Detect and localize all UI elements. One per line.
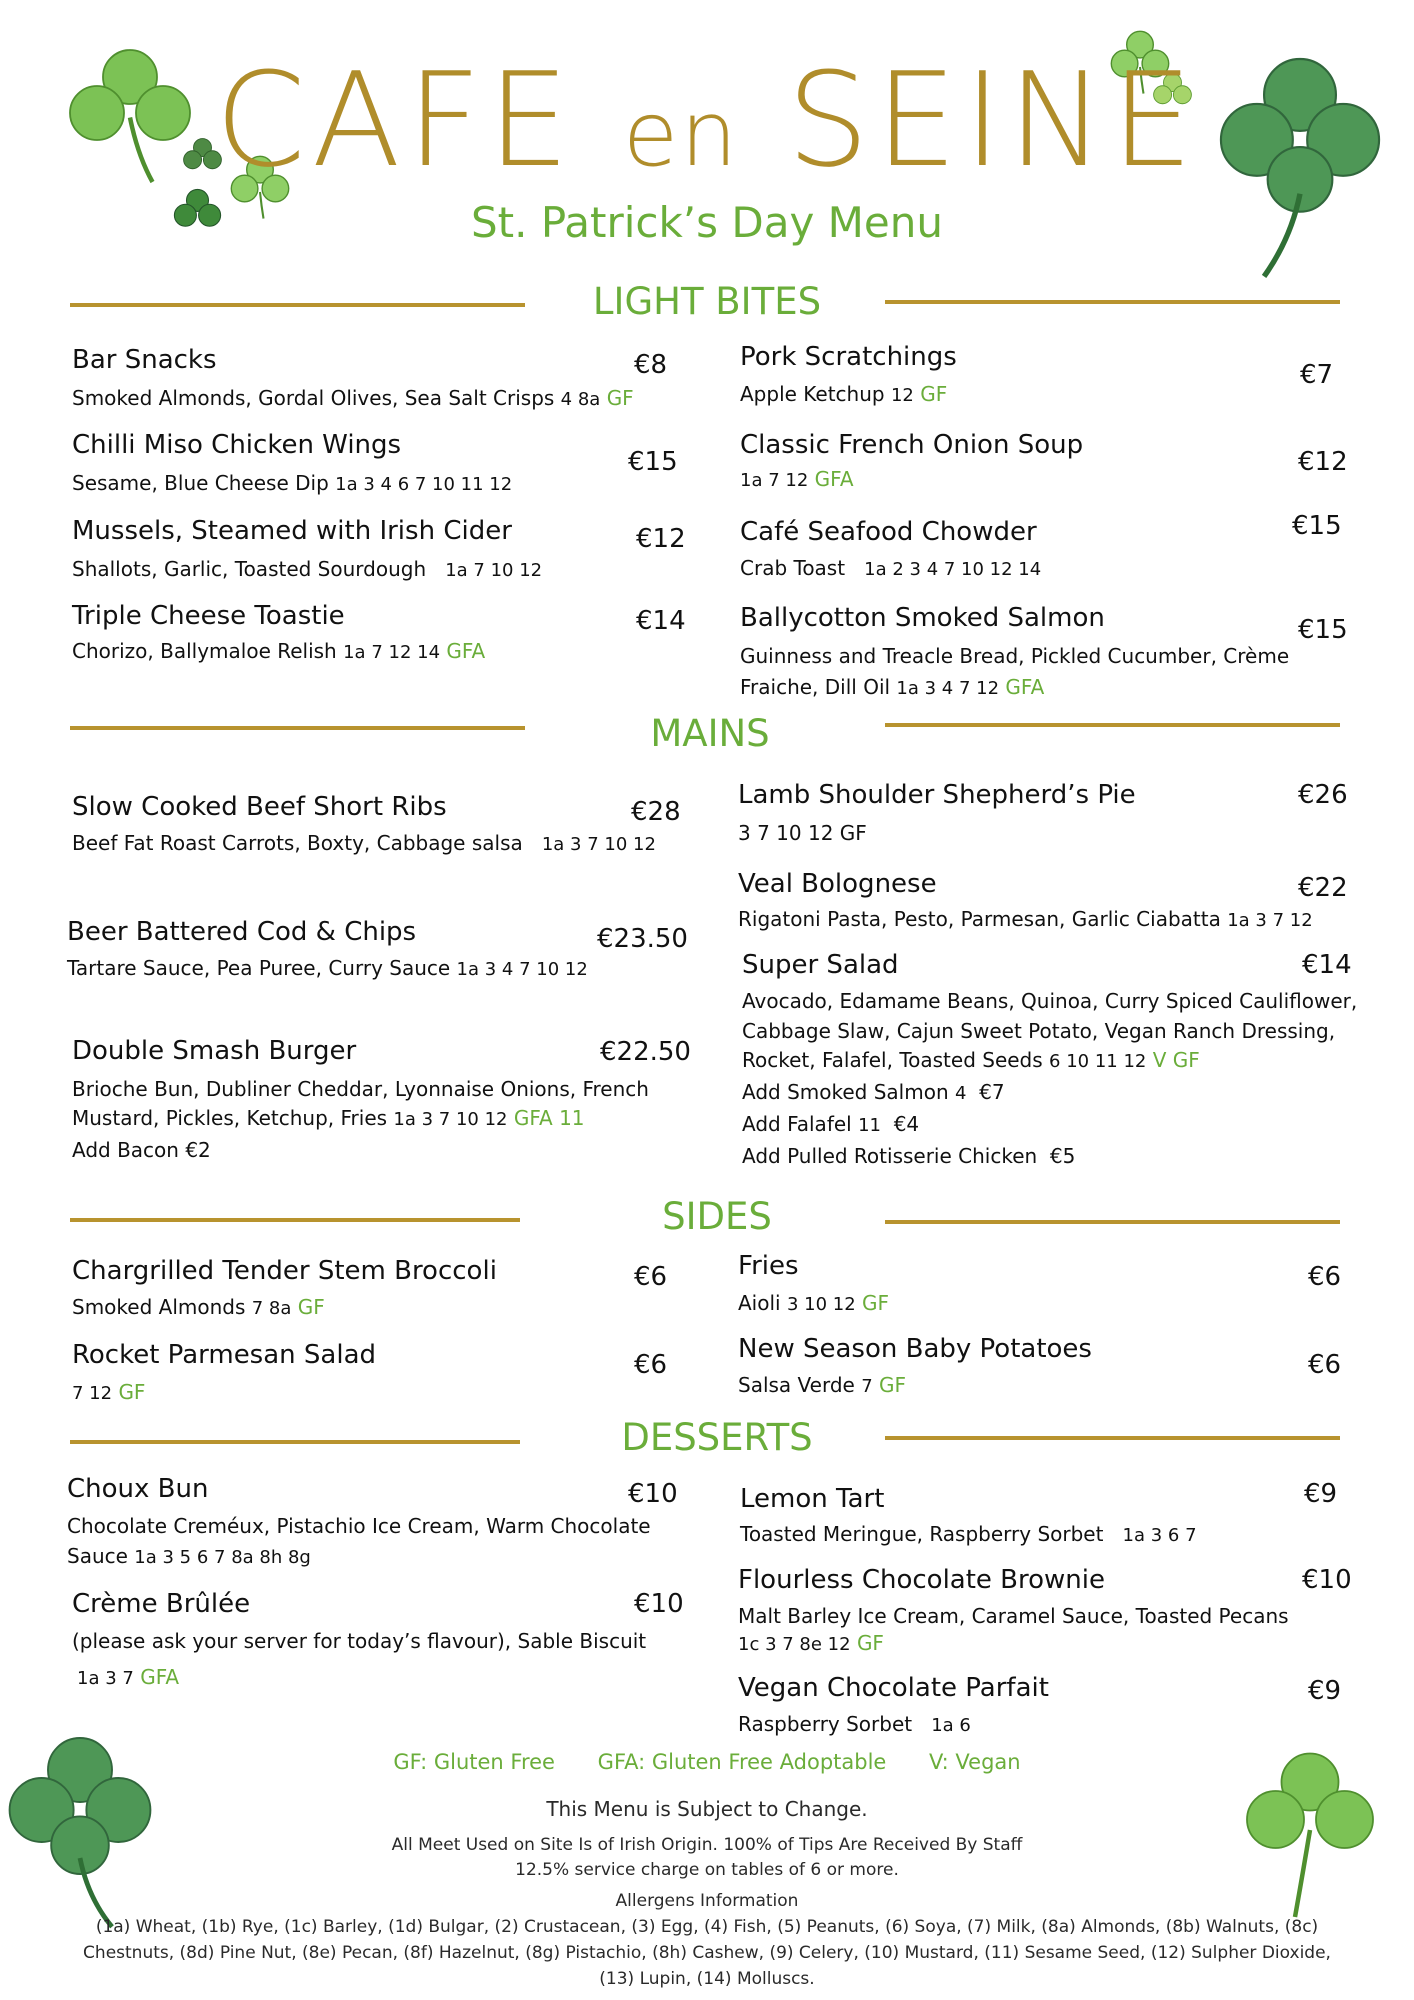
allergens-list: Chestnuts, (8d) Pine Nut, (8e) Pecan, (8f) Hazelnut, (8g) Pistachio, (8h) Cashew, (9) Celery, (10) Mustard, (11) Sesame Seed, (12) Sulpher Dioxide, [83, 1943, 1331, 1963]
item-description: Crab Toast 1a 2 3 4 7 10 12 14 [740, 556, 1042, 580]
item-price: €7 [1300, 360, 1334, 390]
item-price: €26 [1298, 780, 1348, 810]
item-name: Bar Snacks [72, 345, 217, 375]
item-name: Fries [738, 1251, 799, 1281]
item-addon: Add Falafel 11 €4 [742, 1112, 920, 1136]
item-name: Ballycotton Smoked Salmon [740, 603, 1105, 633]
item-description: Salsa Verde 7 GF [738, 1373, 907, 1397]
item-name: Café Seafood Chowder [740, 517, 1037, 547]
item-description: Smoked Almonds 7 8a GF [72, 1295, 325, 1319]
item-description: Shallots, Garlic, Toasted Sourdough 1a 7 10 12 [72, 557, 543, 581]
divider [885, 300, 1340, 304]
item-price: €9 [1308, 1676, 1342, 1706]
item-description: Sesame, Blue Cheese Dip 1a 3 4 6 7 10 11 12 [72, 471, 513, 495]
allergens-list: (13) Lupin, (14) Molluscs. [599, 1969, 815, 1989]
item-name: Triple Cheese Toastie [72, 601, 345, 631]
item-description: Rigatoni Pasta, Pesto, Parmesan, Garlic Ciabatta 1a 3 7 12 [738, 907, 1313, 931]
item-description: Fraiche, Dill Oil 1a 3 4 7 12 GFA [740, 675, 1045, 699]
dietary-legend [0, 1750, 1414, 1774]
item-price: €14 [636, 606, 686, 636]
item-description: 1a 3 7 GFA [77, 1665, 180, 1689]
section-title-sides: SIDES [662, 1195, 772, 1238]
item-price: €10 [628, 1479, 678, 1509]
item-addon: Add Smoked Salmon 4 €7 [742, 1080, 1005, 1104]
item-price: €10 [1302, 1565, 1352, 1595]
item-price: €12 [636, 524, 686, 554]
title-cafe: CAFE [214, 44, 576, 196]
item-price: €22 [1298, 873, 1348, 903]
item-addon: Add Bacon €2 [72, 1138, 211, 1162]
item-price: €6 [634, 1350, 668, 1380]
item-name: Crème Brûlée [72, 1589, 251, 1619]
item-name: Pork Scratchings [740, 342, 957, 372]
item-description: Smoked Almonds, Gordal Olives, Sea Salt Crisps 4 8a GF [72, 386, 634, 410]
title-seine: SEINE [786, 44, 1200, 196]
legend-gf: GF: Gluten Free [393, 1750, 555, 1774]
item-description: 1a 7 12 GFA [740, 467, 854, 491]
cafe-logo-title [0, 44, 1414, 196]
item-description: 1c 3 7 8e 12 GF [738, 1631, 884, 1655]
item-description: 3 7 10 12 GF [738, 821, 867, 845]
section-title-desserts: DESSERTS [621, 1416, 813, 1459]
divider [885, 1436, 1340, 1440]
item-name: Double Smash Burger [72, 1036, 357, 1066]
item-description: Rocket, Falafel, Toasted Seeds 6 10 11 12 V GF [742, 1048, 1200, 1072]
item-name: Vegan Chocolate Parfait [738, 1673, 1049, 1703]
item-description: Sauce 1a 3 5 6 7 8a 8h 8g [67, 1544, 311, 1568]
item-name: New Season Baby Potatoes [738, 1334, 1092, 1364]
item-description: 7 12 GF [72, 1380, 146, 1404]
item-price: €15 [1298, 615, 1348, 645]
origin-notice: All Meet Used on Site Is of Irish Origin. 100% of Tips Are Received By Staff [391, 1835, 1023, 1855]
item-price: €6 [1308, 1350, 1342, 1380]
item-description: Raspberry Sorbet 1a 6 [738, 1712, 971, 1736]
item-name: Lamb Shoulder Shepherd’s Pie [738, 780, 1136, 810]
item-name: Flourless Chocolate Brownie [738, 1565, 1106, 1595]
item-name: Classic French Onion Soup [740, 430, 1084, 460]
legend-gfa: GFA: Gluten Free Adoptable [597, 1750, 887, 1774]
divider [885, 723, 1340, 727]
menu-change-notice: This Menu is Subject to Change. [546, 1797, 868, 1821]
divider [885, 1220, 1340, 1224]
item-price: €23.50 [597, 924, 688, 954]
item-description: Chocolate Creméux, Pistachio Ice Cream, Warm Chocolate [67, 1514, 651, 1538]
item-name: Choux Bun [67, 1474, 209, 1504]
item-description: Malt Barley Ice Cream, Caramel Sauce, Toasted Pecans [738, 1604, 1289, 1628]
item-price: €6 [634, 1262, 668, 1292]
item-price: €28 [631, 797, 681, 827]
section-title-light-bites: LIGHT BITES [592, 280, 822, 323]
item-description: Aioli 3 10 12 GF [738, 1291, 890, 1315]
service-charge-notice: 12.5% service charge on tables of 6 or more. [515, 1860, 899, 1880]
item-name: Slow Cooked Beef Short Ribs [72, 792, 447, 822]
item-description: Toasted Meringue, Raspberry Sorbet 1a 3 6 7 [740, 1522, 1197, 1546]
item-price: €15 [628, 447, 678, 477]
item-name: Chargrilled Tender Stem Broccoli [72, 1256, 497, 1286]
item-description: Cabbage Slaw, Cajun Sweet Potato, Vegan Ranch Dressing, [742, 1019, 1336, 1043]
item-description: Avocado, Edamame Beans, Quinoa, Curry Spiced Cauliflower, [742, 989, 1358, 1013]
item-description: Tartare Sauce, Pea Puree, Curry Sauce 1a 3 4 7 10 12 [67, 956, 588, 980]
title-en: en [622, 82, 740, 187]
divider [70, 1218, 520, 1222]
item-price: €12 [1298, 447, 1348, 477]
item-name: Chilli Miso Chicken Wings [72, 430, 402, 460]
item-price: €6 [1308, 1262, 1342, 1292]
item-description: Apple Ketchup 12 GF [740, 382, 948, 406]
menu-subtitle: St. Patrick’s Day Menu [470, 198, 943, 247]
item-price: €9 [1304, 1479, 1338, 1509]
section-title-mains: MAINS [650, 712, 770, 755]
item-description: (please ask your server for today’s flavour), Sable Biscuit [72, 1629, 647, 1653]
allergens-title: Allergens Information [615, 1891, 799, 1911]
item-price: €15 [1292, 511, 1342, 541]
item-name: Lemon Tart [740, 1484, 885, 1514]
item-name: Rocket Parmesan Salad [72, 1340, 377, 1370]
legend-v: V: Vegan [929, 1750, 1021, 1774]
item-name: Beer Battered Cod & Chips [67, 917, 417, 947]
item-description: Chorizo, Ballymaloe Relish 1a 7 12 14 GFA [72, 639, 486, 663]
item-price: €14 [1302, 950, 1352, 980]
item-description: Guinness and Treacle Bread, Pickled Cucumber, Crème [740, 644, 1290, 668]
item-price: €22.50 [600, 1037, 691, 1067]
divider [70, 303, 525, 307]
item-addon: Add Pulled Rotisserie Chicken €5 [742, 1144, 1076, 1168]
allergens-list: (1a) Wheat, (1b) Rye, (1c) Barley, (1d) Bulgar, (2) Crustacean, (3) Egg, (4) Fish, (5) Peanuts, (6) Soya, (7) Milk, (8a) Almonds, (8b) Walnuts, (8c) [95, 1917, 1319, 1937]
item-name: Veal Bolognese [738, 869, 937, 899]
divider [70, 726, 525, 730]
item-price: €8 [634, 350, 668, 380]
item-description: Beef Fat Roast Carrots, Boxty, Cabbage salsa 1a 3 7 10 12 [72, 831, 656, 855]
item-description: Brioche Bun, Dubliner Cheddar, Lyonnaise Onions, French [72, 1077, 649, 1101]
item-name: Super Salad [742, 950, 899, 980]
item-description: Mustard, Pickles, Ketchup, Fries 1a 3 7 10 12 GFA 11 [72, 1106, 585, 1130]
divider [70, 1440, 520, 1444]
item-name: Mussels, Steamed with Irish Cider [72, 516, 512, 546]
item-price: €10 [634, 1589, 684, 1619]
